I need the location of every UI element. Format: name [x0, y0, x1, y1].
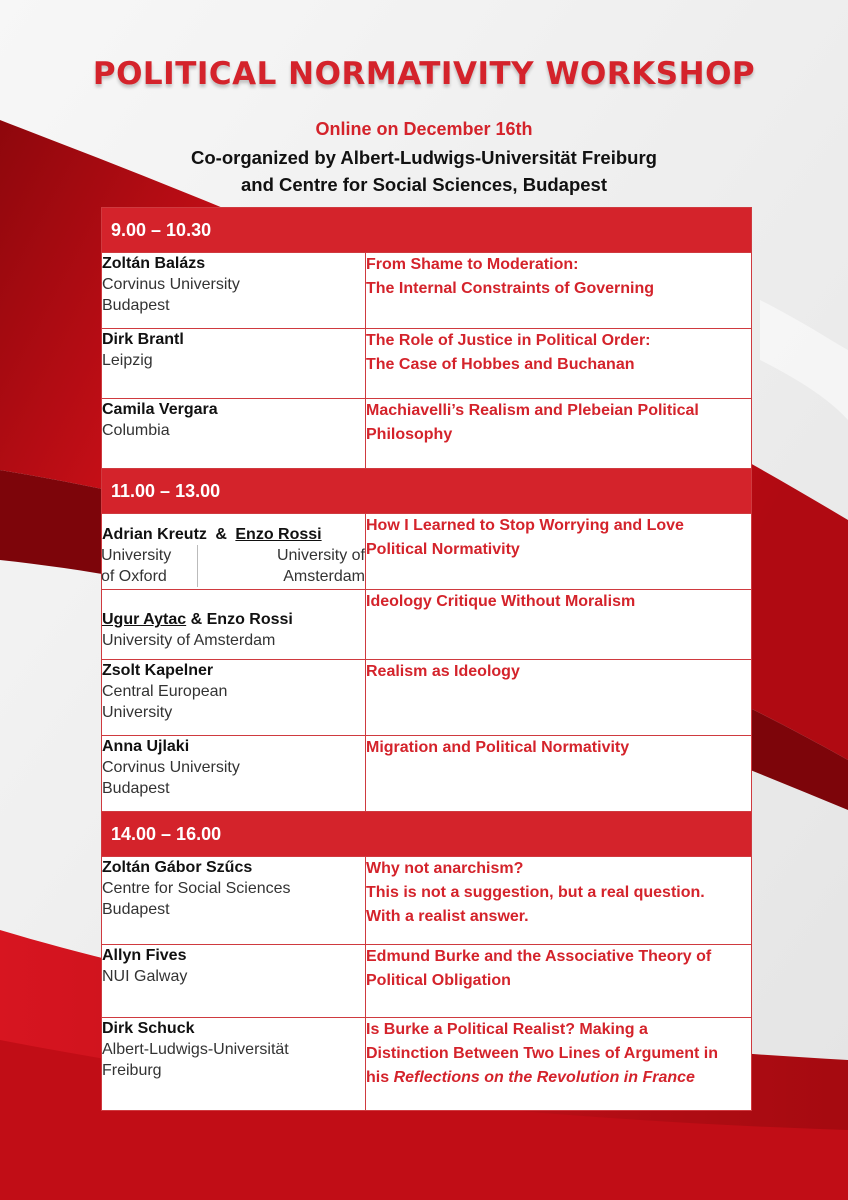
- speaker-name: Camila Vergara: [102, 401, 218, 418]
- speaker-affiliation: Albert-Ludwigs-Universität: [102, 1041, 289, 1058]
- talk-title: With a realist answer.: [366, 908, 529, 925]
- speaker-name: Zoltán Balázs: [102, 255, 206, 272]
- talk-title: Realism as Ideology: [366, 663, 520, 680]
- speaker-affiliation: Amsterdam: [283, 568, 365, 585]
- speaker-affiliation: of Oxford: [101, 568, 167, 585]
- talk-title: Philosophy: [366, 426, 453, 443]
- co-speakers: [102, 524, 365, 545]
- talk-title: This is not a suggestion, but a real question.: [366, 884, 705, 901]
- table-row: [102, 736, 752, 812]
- speaker-affiliation: Columbia: [102, 422, 170, 439]
- schedule-table: [101, 207, 752, 1111]
- talk-title-prefix: his: [366, 1069, 394, 1086]
- speaker-affiliation: Corvinus University: [102, 759, 240, 776]
- speaker-affiliation: Central European: [102, 683, 228, 700]
- talk-title: Why not anarchism?: [366, 860, 524, 877]
- speaker-affiliation: Centre for Social Sciences: [102, 880, 291, 897]
- speaker-name: Dirk Schuck: [102, 1020, 195, 1037]
- speaker-name: Adrian Kreutz: [102, 526, 207, 543]
- talk-title: Migration and Political Normativity: [366, 739, 630, 756]
- speaker-name: Zsolt Kapelner: [102, 662, 214, 679]
- coorganizer-line-2: and Centre for Social Sciences, Budapest: [241, 174, 607, 195]
- speaker-affiliation: Freiburg: [102, 1062, 162, 1079]
- speaker-affiliation: Corvinus University: [102, 276, 240, 293]
- talk-title: How I Learned to Stop Worrying and Love: [366, 517, 684, 534]
- speaker-affiliation: Leipzig: [102, 352, 153, 369]
- speaker-name: Allyn Fives: [102, 947, 187, 964]
- session-header: [102, 208, 752, 253]
- speaker-affiliation: Budapest: [102, 297, 170, 314]
- coorganizer-line-1: Co-organized by Albert-Ludwigs-Universität Freiburg: [191, 147, 657, 168]
- book-title: Reflections on the Revolution in France: [393, 1069, 695, 1086]
- session-time: 14.00 – 16.00: [102, 812, 752, 857]
- co-speakers: [102, 609, 365, 630]
- speaker-affiliation: University of Amsterdam: [102, 632, 276, 649]
- talk-title: From Shame to Moderation:: [366, 256, 579, 273]
- table-row: [102, 590, 752, 660]
- page-title: POLITICAL NORMATIVITY WORKSHOP: [92, 56, 756, 92]
- speaker-name: Zoltán Gábor Szűcs: [102, 859, 253, 876]
- speaker-name: Anna Ujlaki: [102, 738, 190, 755]
- speaker-affiliation: NUI Galway: [102, 968, 188, 985]
- speaker-name: Ugur Aytac: [102, 611, 187, 628]
- speaker-affiliation: University: [101, 547, 172, 564]
- table-row: [102, 945, 752, 1018]
- talk-title: Ideology Critique Without Moralism: [366, 593, 636, 610]
- session-header: [102, 469, 752, 514]
- session-time: 11.00 – 13.00: [102, 469, 752, 514]
- talk-title: Political Obligation: [366, 972, 511, 989]
- session-time: 9.00 – 10.30: [102, 208, 752, 253]
- speaker-name: Dirk Brantl: [102, 331, 184, 348]
- table-row: [102, 660, 752, 736]
- table-row: [102, 329, 752, 399]
- talk-title: Machiavelli’s Realism and Plebeian Political: [366, 402, 699, 419]
- speaker-name: Enzo Rossi: [235, 526, 322, 543]
- ampersand: &: [215, 526, 227, 543]
- talk-title: Is Burke a Political Realist? Making a: [366, 1021, 648, 1038]
- event-date: Online on December 16th: [315, 119, 533, 139]
- talk-title: Distinction Between Two Lines of Argument in: [366, 1045, 719, 1062]
- table-row: [102, 1018, 752, 1111]
- talk-title: The Case of Hobbes and Buchanan: [366, 356, 635, 373]
- speaker-affiliation: University of: [276, 547, 365, 564]
- table-row: [102, 857, 752, 945]
- session-header: [102, 812, 752, 857]
- talk-title-end: [366, 1066, 751, 1090]
- speaker-name: & Enzo Rossi: [186, 611, 293, 628]
- speaker-affiliation: Budapest: [102, 901, 170, 918]
- speaker-affiliation: University: [102, 704, 173, 721]
- talk-title: Political Normativity: [366, 541, 520, 558]
- table-row: [102, 253, 752, 329]
- talk-title: The Internal Constraints of Governing: [366, 280, 655, 297]
- table-row: [102, 399, 752, 469]
- table-row: [102, 514, 752, 590]
- talk-title: Edmund Burke and the Associative Theory of: [366, 948, 712, 965]
- speaker-affiliation: Budapest: [102, 780, 170, 797]
- dual-affiliation: [101, 545, 365, 587]
- talk-title: The Role of Justice in Political Order:: [366, 332, 651, 349]
